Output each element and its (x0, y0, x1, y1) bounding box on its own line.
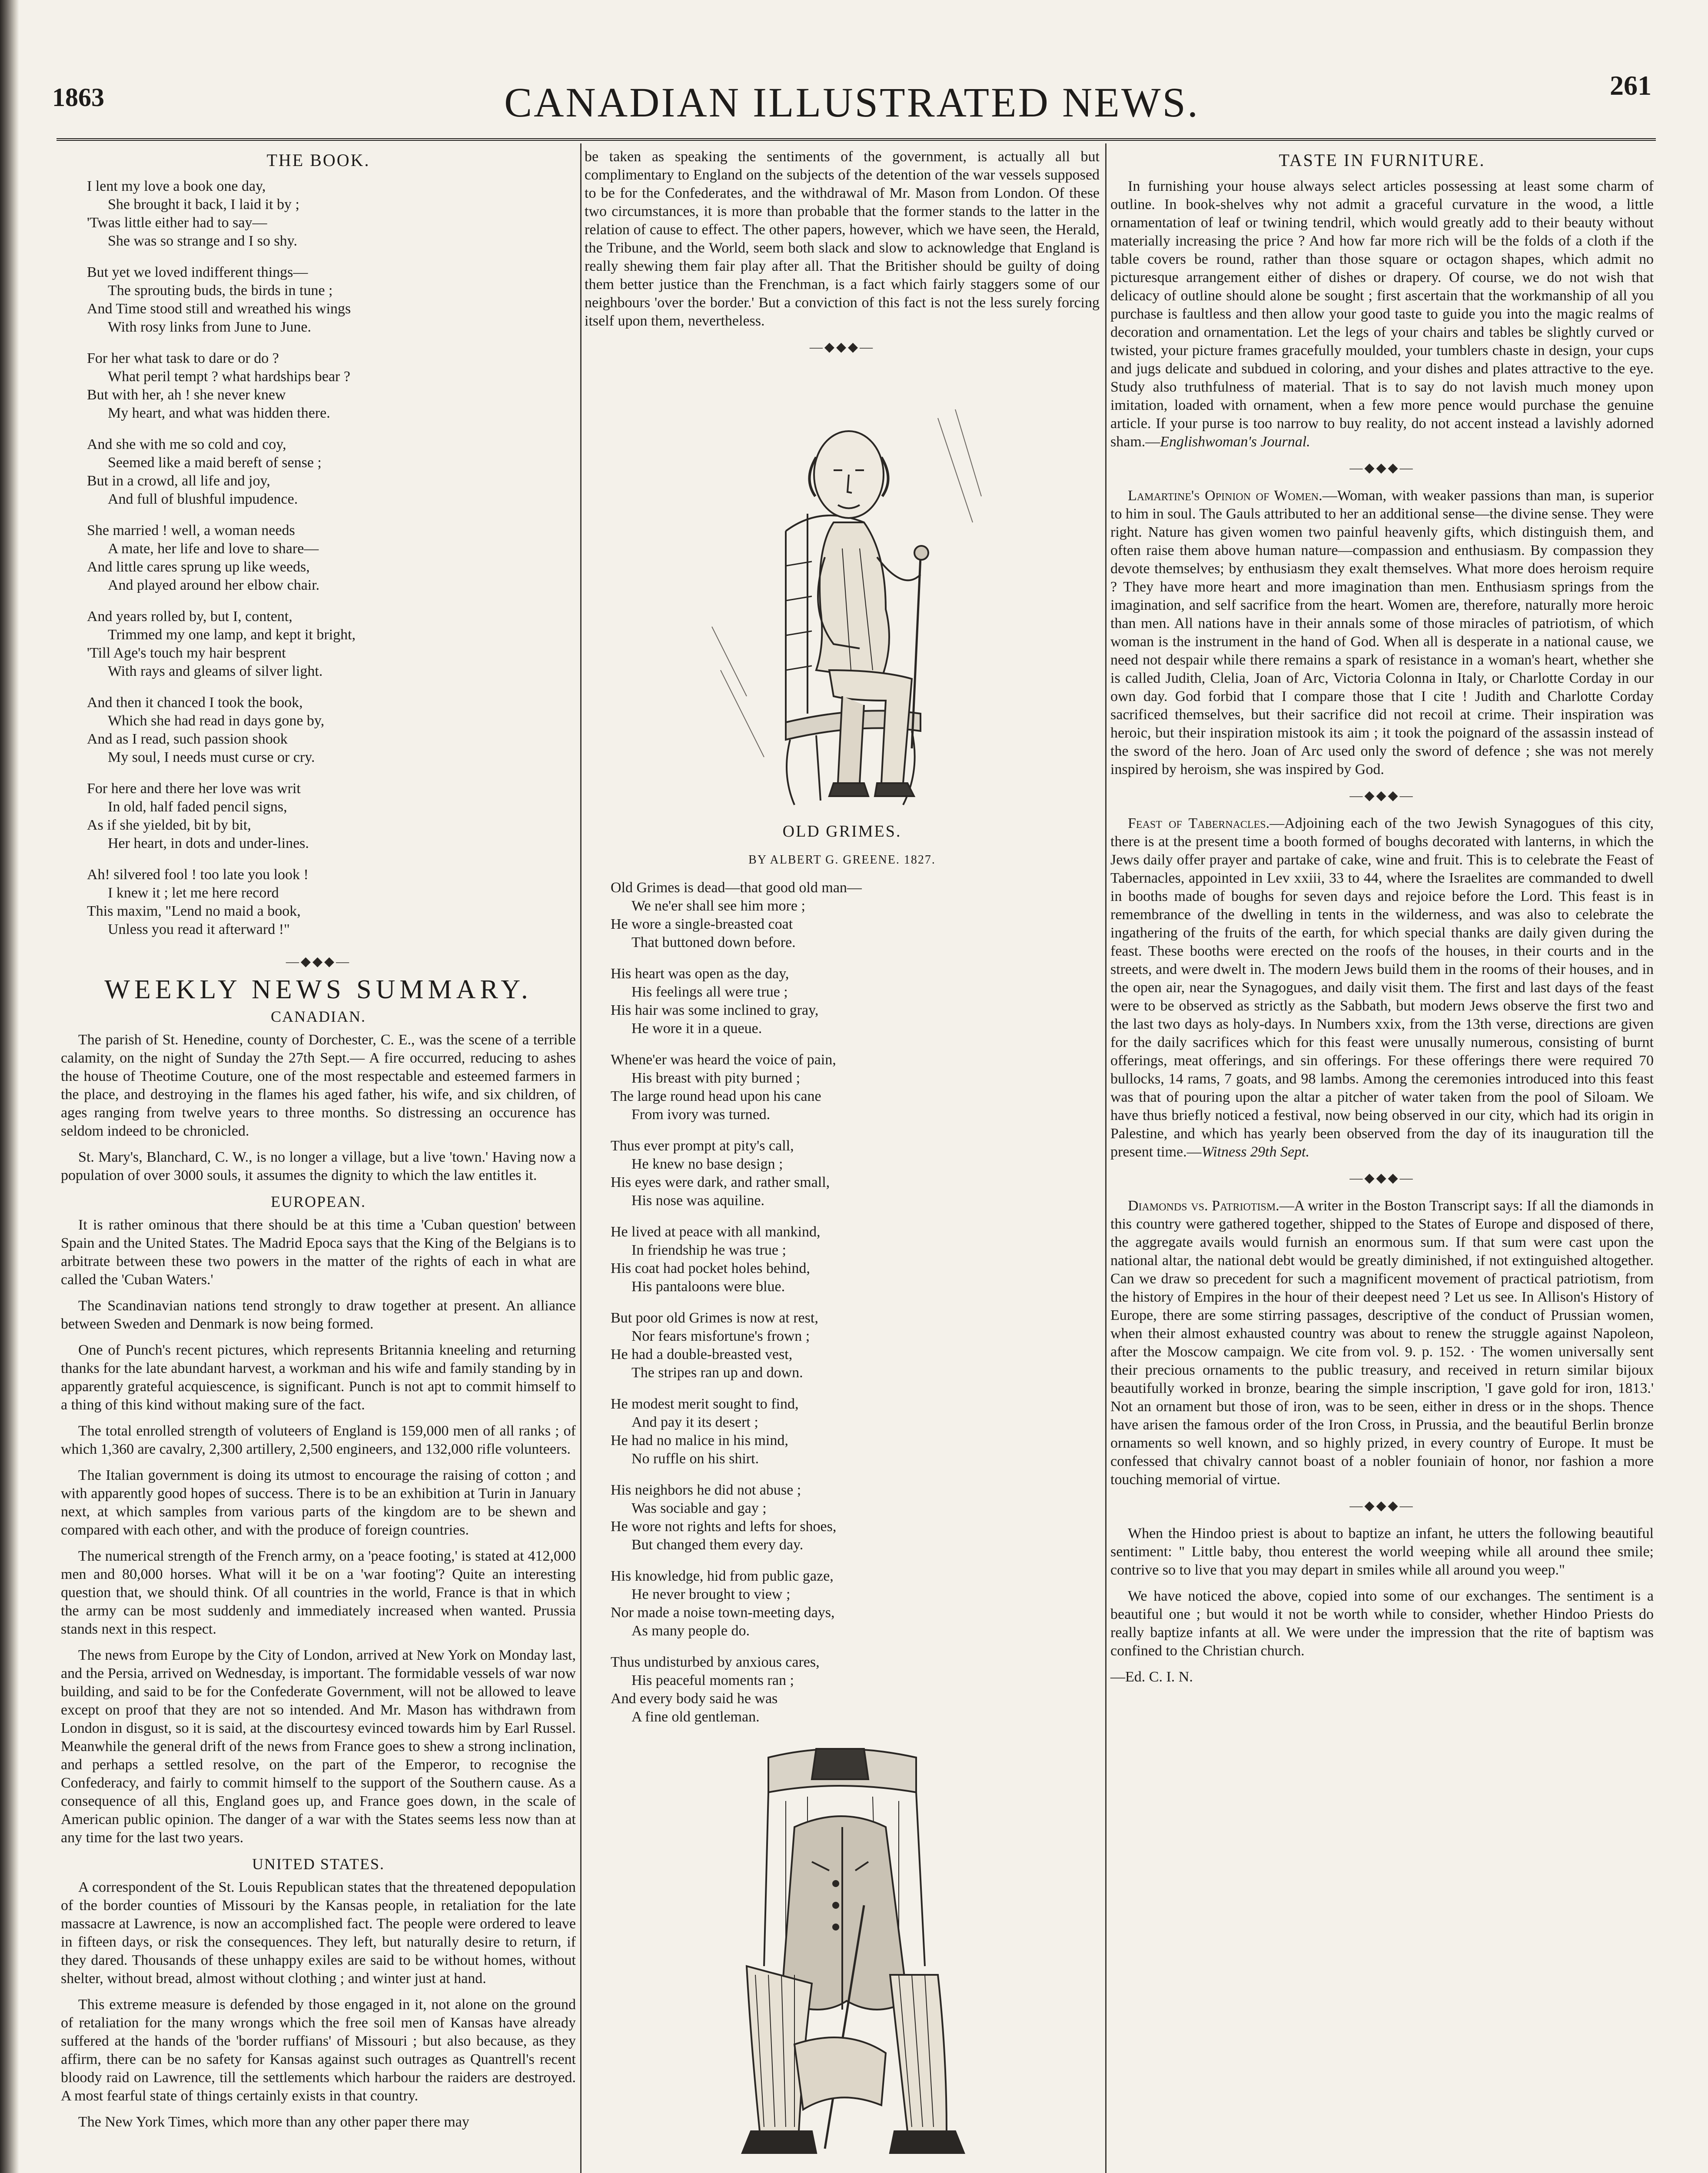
poem-line: Thus undisturbed by anxious cares, (611, 1654, 820, 1670)
weekly-news-summary-title: WEEKLY NEWS SUMMARY. (104, 975, 532, 1004)
poem-stanza (611, 1309, 1100, 1382)
poem-line: Ah! silvered fool ! too late you look ! (87, 867, 309, 883)
poem-line: His breast with pity burned ; (631, 1070, 801, 1086)
poem-line: And every body said he was (611, 1691, 778, 1707)
poem-line: But with her, ah ! she never knew (87, 387, 286, 403)
poem-line: But yet we loved indifferent things— (87, 264, 308, 280)
poem-line: My soul, I needs must curse or cry. (108, 749, 315, 765)
poem-line: But in a crowd, all life and joy, (87, 473, 270, 489)
news-paragraph: It is rather ominous that there should be at this time a 'Cuban question' between Spain and the United States. The Madrid Epoca says that the King of the Belgians is to arbitrate between these two powers in the matter of the rights of each in what are called the 'Cuban Waters.' (61, 1217, 576, 1288)
poem-line: For here and there her love was writ (87, 781, 301, 797)
article-lead: Lamartine's Opinion of Women. (1128, 488, 1323, 504)
news-paragraph: The total enrolled strength of voluteers of England is 159,000 men of all ranks ; of which 1,360 are cavalry, 2,300 artillery, 2,500 engineers, and 132,000 rifle volunteers. (61, 1423, 576, 1457)
poem-line: In old, half faded pencil signs, (108, 799, 287, 815)
poem-line: What peril tempt ? what hardships bear ? (108, 369, 350, 385)
article-body: In furnishing your house always select articles possessing at least some charm of outline. In book-shelves why not admit a graceful curvature in the wood, a little ornamentation of leaf or twining tendril, which would greatly add to their beauty without materially increasing the price ? And how far more rich will be the folds of a cloth if the table covers be round, rather than those square or octagon shapes, which admit no picturesque arrangement either of dishes or drapery. Of course, we do not wish that delicacy of outline should alone be sought ; first ascertain that the workmanship of all you purchase is faultless and then allow your good taste to guide you into the magic realms of decoration and ornamentation. Let the legs of your chairs and tables be slightly curved or twisted, your picture frames gracefully moulded, your tumblers chaste in design, your cups and jugs delicate and subdued in coloring, and your dishes and plates attractive to the eye. Study also truthfulness of material. That is to say do not lavish much money upon imitation, loaded with ornament, when a few more pence would purchase the genuine article. If your purse is too narrow to buy reality, do not accent instead a lavishly adorned sham.— (1110, 178, 1654, 450)
column-divider-1 (580, 143, 582, 2173)
poem-line: And then it chanced I took the book, (87, 694, 303, 711)
poem-line: And pay it its desert ; (631, 1414, 758, 1430)
poem-stanza (611, 1653, 1100, 1726)
poem-stanza (611, 1395, 1100, 1468)
page-number: 261 (1610, 70, 1652, 101)
poem-line: He wore it in a queue. (631, 1020, 762, 1037)
poem-line: And full of blushful impudence. (108, 491, 298, 507)
news-paragraph: A correspondent of the St. Louis Republican states that the threatened depopulation of the border counties of Missouri by the Kansas people, in retaliation for the late massacre at Lawrence, is now an accomplished fact. The people were ordered to leave in fifteen days, or risk the consequences. They left, but naturally desire to return, if they dared. Thousands of these unhappy exiles are said to be without homes, without shelter, without bread, almost without clothing ; and winter just at hand. (61, 1879, 576, 1987)
editor-signoff: —Ed. C. I. N. (1110, 1669, 1193, 1685)
poem-line: From ivory was turned. (631, 1106, 771, 1123)
poem-stanza (87, 866, 576, 939)
poem-line: And she with me so cold and coy, (87, 436, 286, 452)
article-lead: Feast of Tabernacles. (1128, 815, 1270, 831)
poem-stanza (87, 608, 576, 681)
poem-line: And Time stood still and wreathed his wings (87, 301, 351, 317)
poem-line: In friendship he was true ; (631, 1242, 786, 1258)
article-hindoo-priest: When the Hindoo priest is about to baptize an infant, he utters the following beautiful sentiment: " Little baby, thou enterest the world weeping while all around thee smile; contrive so to live that you may depart in smiles while all around you weep." (1110, 1525, 1654, 1578)
news-paragraph: The New York Times, which more than any other paper there may (78, 2114, 469, 2130)
column-right (1110, 148, 1654, 1694)
poem-line: Seemed like a maid bereft of sense ; (108, 455, 322, 471)
poem-title-old-grimes: OLD GRIMES. (782, 822, 902, 841)
poem-line: Old Grimes is dead—that good old man— (611, 880, 862, 896)
ornament-divider: —◆◆◆— (1349, 1171, 1415, 1185)
poem-line: He had no malice in his mind, (611, 1432, 788, 1449)
poem-line: He never brought to view ; (631, 1586, 791, 1602)
poem-stanza (87, 177, 576, 250)
article-lamartine (1110, 487, 1654, 779)
column-divider-2 (1105, 143, 1107, 2173)
news-paragraph: This extreme measure is defended by those engaged in it, not alone on the ground of retaliation for the many wrongs which the free soil men of Kansas have already suffered at the hands of the 'border ruffians' of Missouri ; but also because, as they affirm, there can be no safety for Kansas against such outrages as Quantrell's recent bloody raid on Lawrence, till the settlements which harbour the raiders are destroyed. A most fearful state of things certainly exists in that country. (61, 1997, 576, 2104)
poem-line: Which she had read in days gone by, (108, 713, 325, 729)
column-middle (585, 148, 1100, 2173)
poem-line: 'Twas little either had to say— (87, 215, 267, 231)
poem-line: I knew it ; let me here record (108, 885, 279, 901)
poem-line: And as I read, such passion shook (87, 731, 288, 747)
poem-old-grimes (585, 879, 1100, 1726)
poem-stanza (87, 780, 576, 853)
poem-line: A fine old gentleman. (631, 1709, 760, 1725)
poem-line: A mate, her life and love to share— (108, 541, 319, 557)
news-paragraph: The Italian government is doing its utmost to encourage the raising of cotton ; and with apparently good hopes of success. There is to be an exhibition at Turin in January next, at which samples from various parts of the kingdom are to be shewn and compared with each other, and with the produce of foreign countries. (61, 1467, 576, 1538)
poem-line: The large round head upon his cane (611, 1088, 821, 1104)
ornament-divider: —◆◆◆— (1349, 788, 1415, 803)
ornament-divider: —◆◆◆— (1349, 1499, 1415, 1513)
publication-title: CANADIAN ILLUSTRATED NEWS. (504, 79, 1200, 126)
poem-line: We ne'er shall see him more ; (631, 898, 805, 914)
poem-stanza (87, 263, 576, 336)
article-source: Englishwoman's Journal. (1160, 434, 1310, 450)
poem-line: My heart, and what was hidden there. (108, 405, 330, 421)
news-paragraph: St. Mary's, Blanchard, C. W., is no longer a village, but a live 'town.' Having now a population of over 3000 souls, it assumes the dignity to which the law entitles it. (61, 1149, 576, 1183)
news-paragraph: The Scandinavian nations tend strongly to draw together at present. An alliance between Sweden and Denmark is now being formed. (61, 1298, 576, 1332)
poem-line: Trimmed my one lamp, and kept it bright, (108, 627, 356, 643)
poem-line: Her heart, in dots and under-lines. (108, 835, 309, 851)
article-body: —A writer in the Boston Transcript says: If all the diamonds in this country were gathered together, shipped to the States of Europe and disposed of there, the aggregate avails would furnish an enormous sum. If that sum were cast upon the national altar, the national debt would be greatly diminished, if not extinguished altogether. Can we draw so precedent for such a magnificent movement of practical patriotism, from the history of Empires in the hour of their deepest need ? Let us see. In Allison's History of Europe, there are some stirring passages, descriptive of the conduct of Prussian women, when their almost exhausted country was about to renew the struggle against Napoleon, after the Moscow campaign. We cite from vol. 9. p. 152. · The women universally sent their precious ornaments to the public treasury, and received in return similar bijoux beautifully worked in bronze, bearing the simple inscription, 'I gave gold for iron, 1813.' Not an ornament but those of iron, was to be seen, either in dress or in the shops. Thence have arisen the famous order of the Iron Cross, in Prussia, and the beautiful Berlin bronze ornaments so well known, and so highly prized, in every country of Europe. It must be confessed that chivalry cannot boast of a nobler founiain of honor, nor fashion a more touching memorial of virtue. (1110, 1198, 1654, 1488)
news-paragraph: One of Punch's recent pictures, which represents Britannia kneeling and returning thanks for the late abundant harvest, a workman and his wife and family standing by in apparently grateful acquiescence, is significant. Punch is not apt to commit himself to a thing of this kind without making sure of the fact. (61, 1342, 576, 1413)
poem-stanza (611, 879, 1100, 952)
poem-line: His neighbors he did not abuse ; (611, 1482, 801, 1498)
news-paragraph: The news from Europe by the City of London, arrived at New York on Monday last, and the Persia, arrived on Wednesday, is important. The formidable vessels of war now building, and said to be for the Confederate Government, will not be allowed to leave except on proof that they are not so intended. And Mr. Mason has withdrawn from London in disgust, so it is said, at the discourtesy evinced towards him by Earl Russel. Meanwhile the general drift of the news from France goes to shew a strong inclination, and perhaps a settled resolve, on the part of the Emperor, to recognise the Confederacy, and fairly to commit himself to the support of the Southern cause. As a consequence of all this, England goes up, and France goes down, in the scale of American public opinion. The danger of a war with the States seems less now than at any time for the last two years. (61, 1647, 576, 1846)
poem-line: His hair was some inclined to gray, (611, 1002, 819, 1018)
column-left (61, 148, 576, 2139)
poem-stanza (611, 965, 1100, 1038)
section-head-canadian: CANADIAN. (271, 1008, 366, 1025)
poem-the-book (61, 177, 576, 939)
poem-line: But poor old Grimes is now at rest, (611, 1310, 818, 1326)
poem-line: The sprouting buds, the birds in tune ; (108, 282, 333, 299)
ornament-divider: —◆◆◆— (809, 340, 875, 354)
poem-line: His coat had pocket holes behind, (611, 1260, 810, 1276)
poem-line: With rosy links from June to June. (108, 319, 311, 335)
issue-year: 1863 (52, 83, 104, 112)
poem-line: No ruffle on his shirt. (631, 1451, 759, 1467)
news-paragraph: The parish of St. Henedine, county of Dorchester, C. E., was the scene of a terrible calamity, on the night of Sunday the 27th Sept.— A fire occurred, reducing to ashes the house of Theotime Couture, one of the most respectable and esteemed farmers in the place, and destroying in the flames his aged father, his wife, and six children, of ages ranging from twelve years to three months. So distressing an occurence has seldom indeed to be chronicled. (61, 1032, 576, 1139)
poem-line: Nor fears misfortune's frown ; (631, 1328, 810, 1344)
poem-line: He wore not rights and lefts for shoes, (611, 1518, 837, 1535)
article-source: Witness 29th Sept. (1201, 1144, 1310, 1160)
article-title-taste-in-furniture: TASTE IN FURNITURE. (1279, 150, 1485, 170)
poem-stanza (611, 1481, 1100, 1554)
poem-line: His pantaloons were blue. (631, 1279, 785, 1295)
poem-stanza (87, 694, 576, 767)
poem-line: This maxim, "Lend no maid a book, (87, 903, 301, 919)
poem-line: But changed them every day. (631, 1537, 804, 1553)
poem-line: Whene'er was heard the voice of pain, (611, 1052, 836, 1068)
editor-note: We have noticed the above, copied into some of our exchanges. The sentiment is a beautiful one ; but would it not be worth while to consider, whether Hindoo Priests do really baptize infants at all. We were under the impression that the rite of baptism was confined to the Christian church. (1110, 1588, 1654, 1659)
poem-line: Nor made a noise town-meeting days, (611, 1605, 835, 1621)
poem-line: His eyes were dark, and rather small, (611, 1174, 830, 1190)
poem-stanza (611, 1567, 1100, 1640)
poem-line: That buttoned down before. (631, 934, 796, 950)
section-head-european: EUROPEAN. (270, 1193, 366, 1210)
poem-line: And little cares sprung up like weeds, (87, 559, 310, 575)
poem-line: And played around her elbow chair. (108, 577, 320, 593)
poem-stanza (87, 522, 576, 595)
poem-line: For her what task to dare or do ? (87, 350, 279, 366)
article-furniture (1110, 177, 1654, 451)
poem-stanza (611, 1223, 1100, 1296)
article-diamonds-vs-patriotism (1110, 1197, 1654, 1489)
poem-line: 'Till Age's touch my hair besprent (87, 645, 286, 661)
ornament-divider: —◆◆◆— (1349, 461, 1415, 475)
old-grimes-seated-illustration (677, 366, 1007, 818)
poem-line: His peaceful moments ran ; (631, 1672, 794, 1688)
poem-line: She brought it back, I laid it by ; (108, 196, 299, 213)
poem-line: With rays and gleams of silver light. (108, 663, 323, 679)
poem-line: I lent my love a book one day, (87, 178, 266, 194)
poem-stanza (611, 1137, 1100, 1210)
header-rule (56, 138, 1656, 143)
poem-line: His heart was open as the day, (611, 966, 789, 982)
old-grimes-suit-illustration (681, 1740, 1003, 2173)
masthead (48, 65, 1656, 126)
poem-line: Unless you read it afterward !" (108, 921, 290, 937)
poem-byline: BY ALBERT G. GREENE. 1827. (748, 853, 936, 867)
poem-line: He wore a single-breasted coat (611, 916, 793, 932)
poem-line: Was sociable and gay ; (631, 1500, 767, 1516)
poem-stanza (87, 435, 576, 508)
poem-line: His nose was aquiline. (631, 1193, 764, 1209)
article-body: —Adjoining each of the two Jewish Synagogues of this city, there is at the present time a booth formed of boughs decorated with lanterns, in which the Jews daily offer prayer and partake of cake, wine and fruit. This is to celebrate the Feast of Tabernacles, appointed in Lev xxiii, 33 to 44, where the Israelites are commanded to dwell in booths made of boughs for seven days and rejoice before the Lord. This feast is in remembrance of the dwelling in tents in the wilderness, and was also to celebrate the ingathering of the fruits of the earth, for which special thanks are daily given during the feast. These booths were erected on the roofs of the houses, in their courts and in the streets, and were dwelt in. The modern Jews build them in the rooms of their houses, and in the open air, near the Synagogues, and daily visit them. The first and last days of the feast were to be observed as strictly as the Sabbath, but modern Jews observe the first two and the last two days as holy-days. In Numbers xxix, from the 13th verse, directions are given for the daily sacrifices which for this feast were unusally numerous, consisting of burnt offerings, meat offerings, and sin offerings. For these offerings there were required 70 bullocks, 14 rams, 7 goats, and 98 lambs. Among the ceremonies introduced into this feast was that of pouring upon the altar a pitcher of water taken from the pool of Siloam. We have thus briefly noticed a festival, now being observed in our city, which had its origin in Palestine, and which has yearly been observed from the day of its inauguration till the present time.— (1110, 815, 1654, 1160)
poem-line: His knowledge, hid from public gaze, (611, 1568, 834, 1584)
poem-line: As many people do. (631, 1623, 750, 1639)
ornament-divider: —◆◆◆— (286, 954, 351, 969)
poem-stanza (87, 349, 576, 422)
poem-line: As if she yielded, bit by bit, (87, 817, 251, 833)
news-paragraph: The numerical strength of the French army, on a 'peace footing,' is stated at 412,000 men and 80,000 horses. What will it be on a 'war footing'? Quite an interesting question that, we should think. Of all countries in the world, France is that in which the army can be most suddenly and immediately increased when wanted. Prussia stands next in this respect. (61, 1548, 576, 1637)
binding-edge (0, 0, 19, 2173)
poem-line: Thus ever prompt at pity's call, (611, 1138, 794, 1154)
poem-line: She married ! well, a woman needs (87, 522, 295, 538)
poem-line: He had a double-breasted vest, (611, 1346, 793, 1362)
poem-line: He modest merit sought to find, (611, 1396, 799, 1412)
article-feast-of-tabernacles (1110, 814, 1654, 1161)
poem-title-the-book: THE BOOK. (266, 150, 370, 170)
article-body: —Woman, with weaker passions than man, is superior to him in soul. The Gauls attributed to her an additional sense—the divine sense. They were right. Nature has given women two painful heavenly gifts, which distinguish them, and often raise them above human nature—compassion and enthusiasm. By compassion they devote themselves; by enthusiasm they exalt themselves. What more does heroism require ? They have more heart and more imagination than men. Enthusiasm springs from the imagination, and self sacrifice from the heart. Women are, therefore, naturally more heroic than men. All nations have in their annals some of those miracles of patriotism, of which woman is the instrument in the hand of God. When all is desperate in a national cause, we need not despair while there remains a spark of resistance in a woman's heart, whether she is called Judith, Clelia, Joan of Arc, Victoria Colonna in Italy, or Charlotte Corday in our own day. God forbid that I compare those that I cite ! Judith and Charlotte Corday sacrificed themselves, but their sacrifice did not recoil at crime. Their inspiration was heroic, but their inspiration mistook its aim ; it took the poignard of the assassin instead of the sword of the hero. Joan of Arc used only the sword of defence ; she was not merely inspired by heroism, she was inspired by God. (1110, 488, 1654, 777)
article-lead: Diamonds vs. Patriotism. (1128, 1198, 1279, 1214)
poem-line: The stripes ran up and down. (631, 1365, 803, 1381)
section-head-united-states: UNITED STATES. (252, 1855, 385, 1873)
poem-line: And years rolled by, but I, content, (87, 608, 292, 625)
poem-stanza (611, 1051, 1100, 1124)
poem-line: His feelings all were true ; (631, 984, 788, 1000)
poem-line: He knew no base design ; (631, 1156, 783, 1172)
poem-line: He lived at peace with all mankind, (611, 1224, 821, 1240)
continued-paragraph: be taken as speaking the sentiments of the government, is actually all but complimentary to England on the subjects of the detention of the war vessels supposed to be for the Confederates, and the withdrawal of Mr. Mason from London. Of these two circumstances, it is more than probable that the former stands to the latter in the relation of cause to effect. The other papers, however, which we have seen, the Herald, the Tribune, and the World, seem both slack and slow to acknowledge that England is really shewing them fair play after all. That the Britisher should be guilty of doing them better justice than the Frenchman, is a fact which fairly staggers some of our neighbours 'over the border.' But a conviction of this fact is not the less surely forcing itself upon them, nevertheless. (585, 149, 1100, 329)
poem-line: She was so strange and I so shy. (108, 233, 297, 249)
